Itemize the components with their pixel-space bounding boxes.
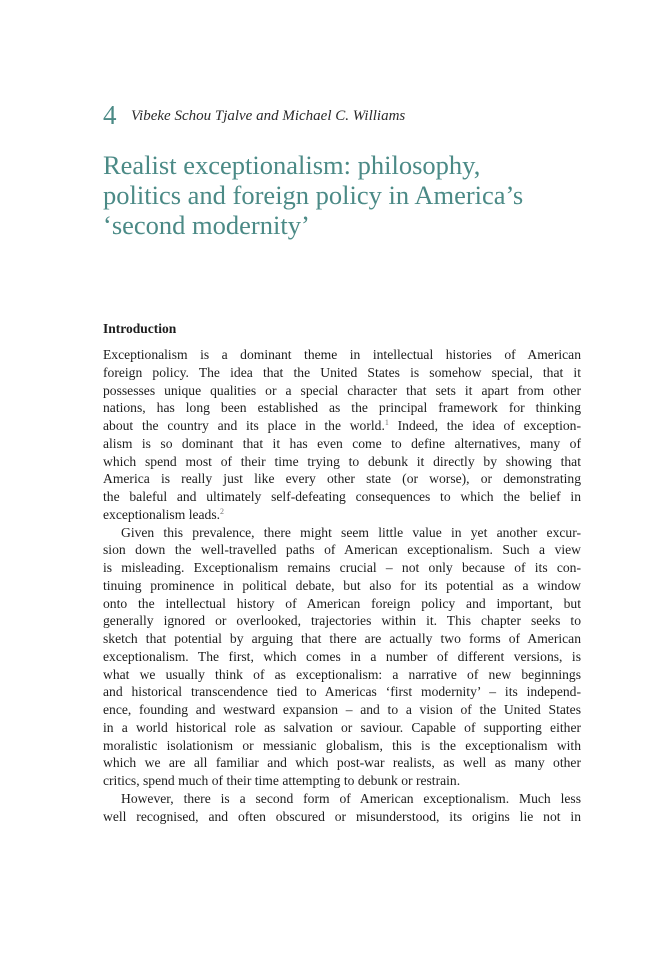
chapter-authors: Vibeke Schou Tjalve and Michael C. Williams — [131, 108, 406, 124]
paragraph — [103, 346, 581, 524]
paragraph — [103, 790, 581, 826]
text-line: well recognised, and often obscured or misunderstood, its origins lie not in — [103, 808, 581, 824]
text-fragment: exceptionalism leads. — [103, 506, 221, 522]
text-line — [103, 506, 581, 524]
text-line: generally ignored or overlooked, trajectories within it. This chapter seeks to — [103, 613, 581, 629]
text-line: Given this prevalence, there might seem little value in yet another excur- — [121, 524, 581, 540]
text-line: which spend most of their time trying to debunk it directly by showing that — [103, 453, 581, 469]
chapter-title — [103, 150, 581, 240]
chapter-title-line: ‘second modernity’ — [103, 210, 310, 240]
text-line: tinuing prominence in political debate, but also for its potential as a window — [103, 577, 581, 593]
paragraph — [103, 524, 581, 790]
text-line: ence, founding and westward expansion – and to a vision of the United States — [103, 702, 581, 717]
chapter-title-line: politics and foreign policy in America’s — [103, 180, 524, 210]
text-line: alism is so dominant that it has even come to define alternatives, many of — [103, 435, 581, 451]
section-heading: Introduction — [103, 321, 177, 336]
text-line: critics, spend much of their time attempting to debunk or restrain. — [103, 773, 461, 788]
text-line: foreign policy. The idea that the United States is somehow special, that it — [103, 364, 581, 380]
chapter-number: 4 — [103, 100, 117, 130]
text-line: onto the intellectual history of American foreign policy and important, but — [103, 595, 581, 611]
text-fragment: Indeed, the idea of exception- — [388, 418, 581, 433]
text-line: sion down the well-travelled paths of American exceptionalism. Such a view — [103, 542, 581, 558]
text-line: America is really just like every other state (or worse), or demonstrating — [103, 471, 581, 487]
chapter-title-line: Realist exceptionalism: philosophy, — [103, 150, 481, 180]
text-line: what we usually think of as exceptionalism: a narrative of new beginnings — [103, 666, 581, 682]
text-line: possesses unique qualities or a special character that sets it apart from other — [103, 382, 581, 398]
text-line: nations, has long been established as the principal framework for thinking — [103, 400, 581, 416]
text-line: exceptionalism. The first, which comes in a number of different versions, is — [103, 648, 581, 664]
text-line: However, there is a second form of American exceptionalism. Much less — [121, 790, 581, 806]
text-line: is misleading. Exceptionalism remains crucial – not only because of its con- — [103, 560, 581, 575]
footnote-ref[interactable]: 2 — [220, 506, 225, 516]
text-line: moralistic isolationism or messianic globalism, this is the exceptionalism with — [103, 737, 581, 753]
text-line — [103, 417, 581, 435]
text-line: in a world historical role as salvation or saviour. Capable of supporting either — [103, 719, 581, 735]
text-line: sketch that potential by arguing that there are actually two forms of American — [103, 631, 581, 646]
text-line: which we are all familiar and which post-war realists, as well as many other — [103, 755, 581, 771]
footnote-ref[interactable]: 1 — [384, 418, 389, 427]
chapter-header — [103, 98, 581, 132]
text-line: Exceptionalism is a dominant theme in intellectual histories of American — [103, 347, 581, 362]
text-line: the baleful and ultimately self-defeating consequences to which the belief in — [103, 489, 581, 504]
body-text — [103, 346, 581, 825]
text-fragment: about the country and its place in the world. — [103, 418, 385, 433]
text-line: and historical transcendence tied to Americas ‘first modernity’ – its independ- — [103, 684, 581, 700]
